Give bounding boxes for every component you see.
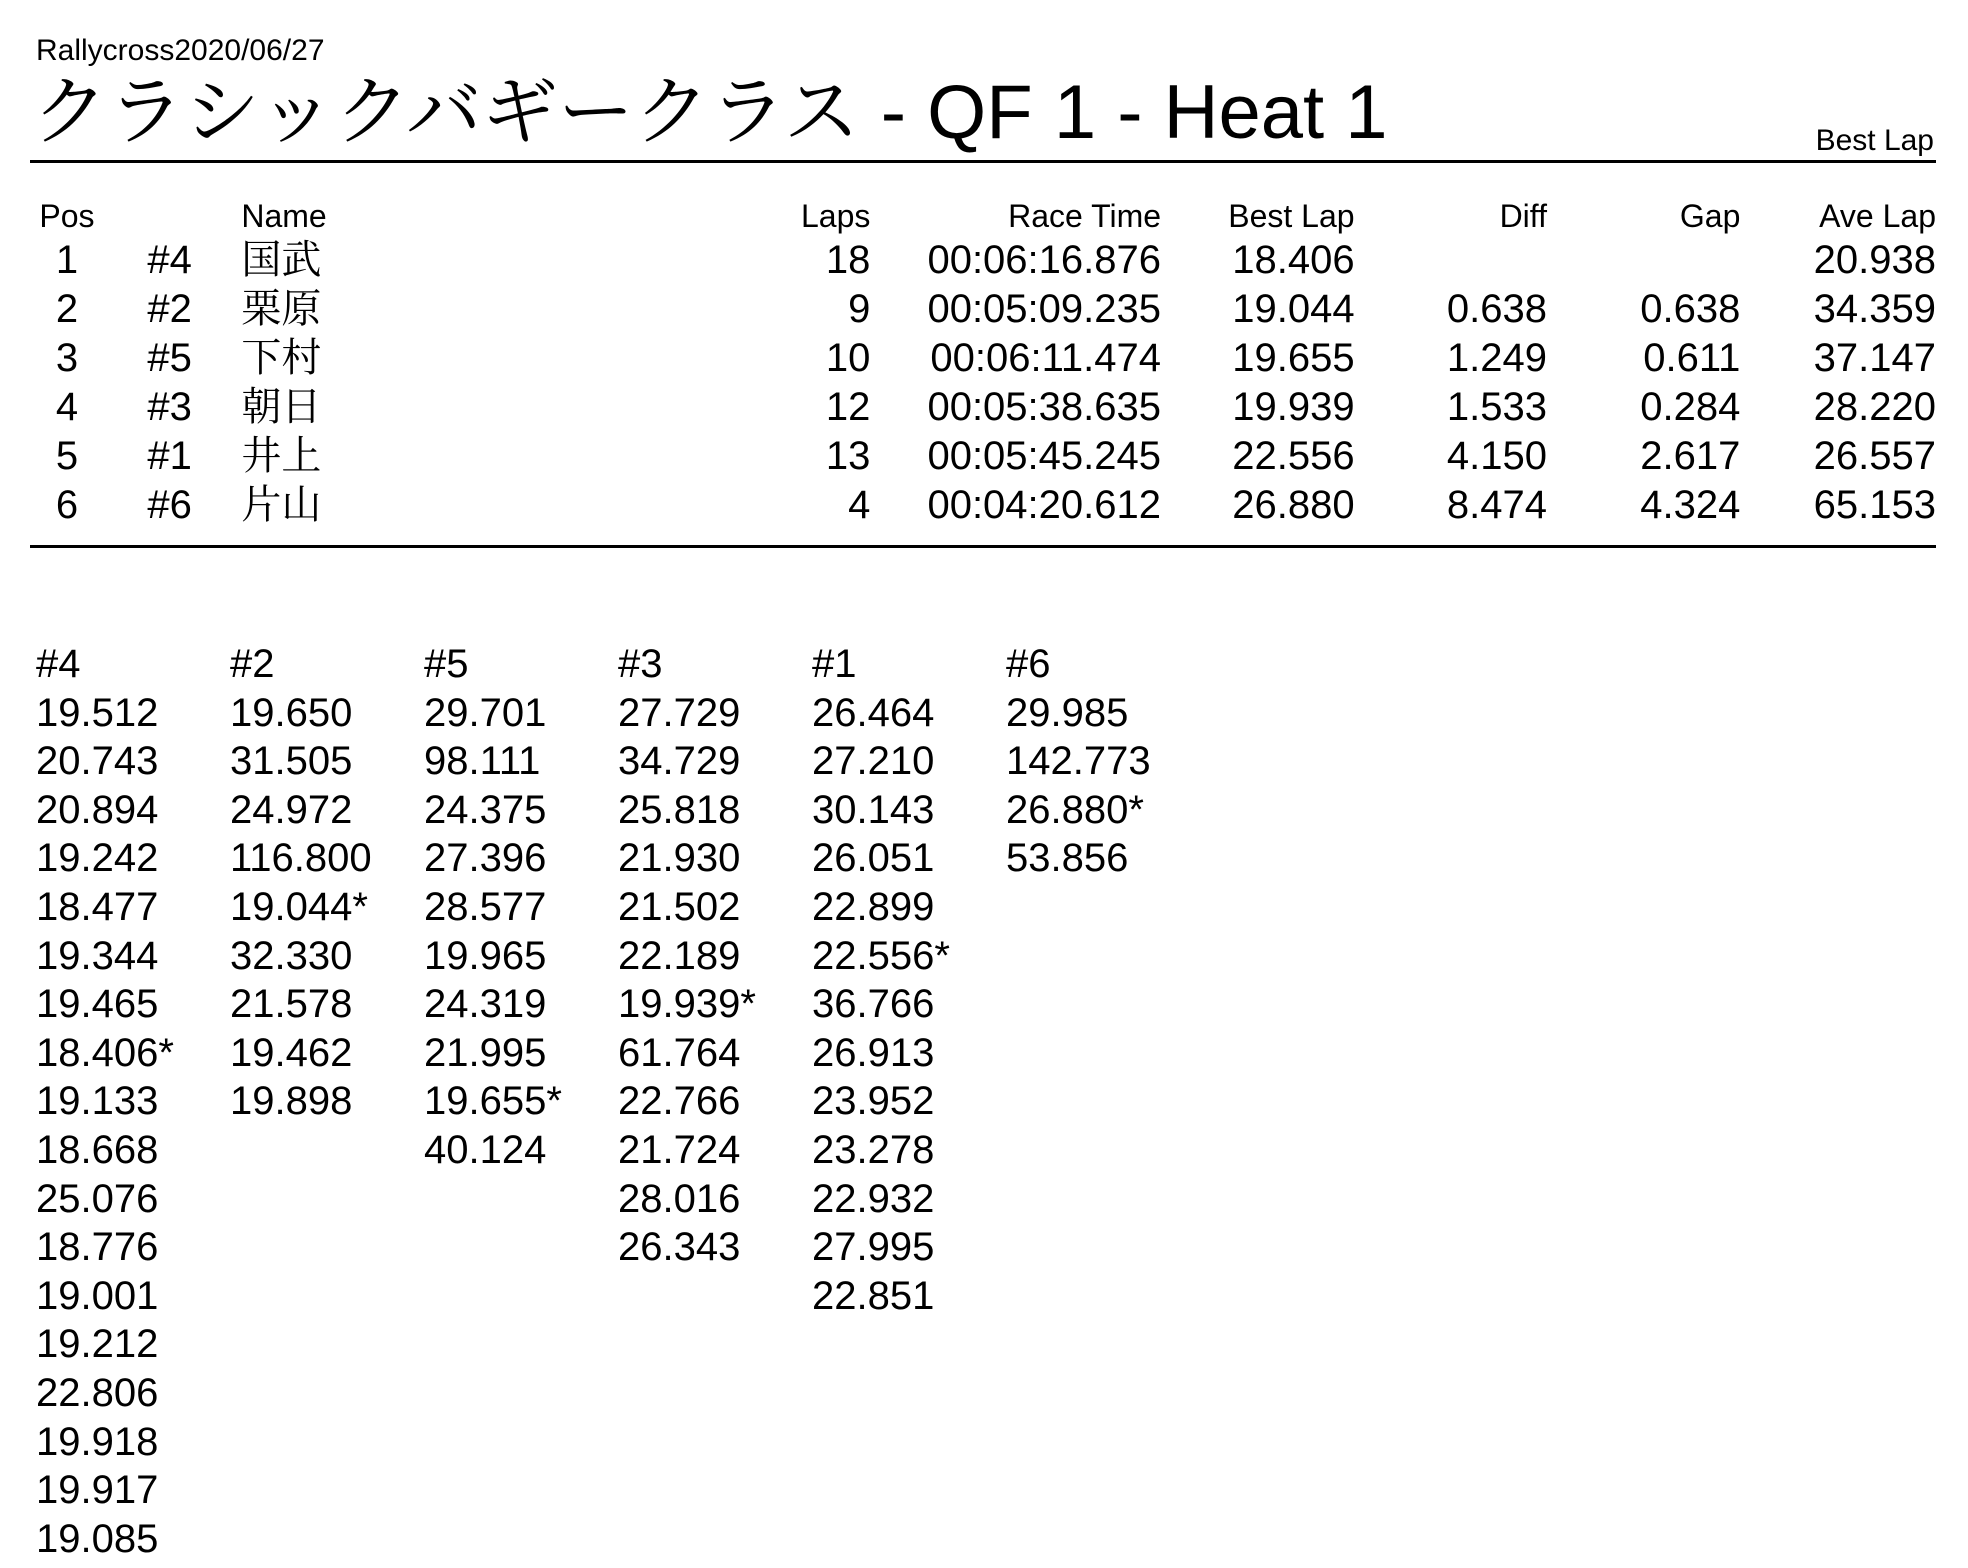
lap-time: 18.477: [36, 884, 159, 929]
lap-time: 19.898: [230, 1079, 353, 1124]
lap-time: 22.851: [812, 1273, 935, 1318]
cell-diff: [1355, 236, 1547, 285]
table-row: [30, 432, 1936, 481]
results-header-row: [30, 196, 1936, 236]
bottom-divider: [30, 545, 1936, 548]
cell-best-lap: 19.655: [1232, 336, 1355, 380]
cell-best-lap: 26.880: [1232, 483, 1355, 527]
cell-car-number: #5: [147, 336, 192, 380]
lap-time: 21.995: [424, 1030, 547, 1075]
lap-time: 26.880*: [1006, 787, 1144, 832]
lap-time: 24.375: [424, 787, 547, 832]
cell-driver-name: 下村: [241, 336, 322, 380]
col-header-ave-lap: Ave Lap: [1819, 198, 1936, 234]
cell-race-time: 00:06:16.876: [927, 238, 1162, 282]
lap-time: 27.729: [618, 690, 741, 735]
lap-time: 18.406*: [36, 1030, 174, 1075]
lap-time: 98.111: [424, 739, 541, 784]
lap-column-header: #1: [812, 642, 857, 686]
cell-pos: 5: [55, 434, 79, 478]
lap-time: 19.965: [424, 933, 547, 978]
cell-gap: 0.611: [1643, 336, 1741, 380]
cell-pos: 3: [55, 336, 79, 380]
lap-time: 30.143: [812, 787, 935, 832]
cell-driver-name: 朝日: [241, 385, 322, 429]
cell-gap: 4.324: [1640, 483, 1741, 527]
table-row: [30, 285, 1936, 334]
best-lap-caption: Best Lap: [1815, 124, 1934, 157]
lap-time: 28.016: [618, 1176, 741, 1221]
lap-time: 22.556*: [812, 933, 950, 978]
cell-diff: 1.533: [1446, 385, 1547, 429]
lap-time: 36.766: [812, 982, 935, 1027]
cell-race-time: 00:05:09.235: [927, 287, 1162, 331]
lap-time: 19.212: [36, 1322, 159, 1367]
lap-time: 22.899: [812, 884, 935, 929]
cell-gap: 0.284: [1640, 385, 1741, 429]
lap-time: 21.502: [618, 884, 741, 929]
lap-time: 21.724: [618, 1127, 741, 1172]
lap-column-header: #3: [618, 642, 663, 686]
cell-gap: [1547, 236, 1740, 285]
lap-column-header: #2: [230, 642, 275, 686]
table-row: [30, 334, 1936, 383]
cell-diff: 0.638: [1446, 287, 1547, 331]
lap-time: 19.085: [36, 1516, 159, 1561]
lap-time: 20.894: [36, 787, 159, 832]
table-row: [30, 236, 1936, 285]
lap-column-header: #6: [1006, 642, 1051, 686]
lap-time: 25.076: [36, 1176, 159, 1221]
cell-ave-lap: 37.147: [1813, 336, 1936, 380]
cell-pos: 6: [55, 483, 79, 527]
col-header-best-lap: Best Lap: [1228, 198, 1355, 234]
lap-time: 19.242: [36, 836, 159, 881]
lap-time: 22.932: [812, 1176, 935, 1221]
lap-time: 32.330: [230, 933, 353, 978]
lap-time: 19.001: [36, 1273, 159, 1318]
lap-time: 61.764: [618, 1030, 741, 1075]
lap-time: 116.800: [230, 836, 372, 881]
cell-best-lap: 19.044: [1232, 287, 1355, 331]
lap-time: 53.856: [1006, 836, 1129, 881]
cell-pos: 1: [55, 238, 79, 282]
lap-time: 34.729: [618, 739, 741, 784]
cell-ave-lap: 34.359: [1813, 287, 1936, 331]
lap-time: 22.189: [618, 933, 741, 978]
lap-column: [812, 640, 1002, 1320]
cell-car-number: #2: [147, 287, 192, 331]
lap-time: 29.701: [424, 690, 547, 735]
lap-time: 40.124: [424, 1127, 547, 1172]
lap-time: 22.806: [36, 1370, 159, 1415]
lap-column: [36, 640, 226, 1563]
cell-ave-lap: 20.938: [1813, 238, 1936, 282]
lap-time: 18.668: [36, 1127, 159, 1172]
lap-time: 19.650: [230, 690, 353, 735]
results-table: [30, 196, 1936, 530]
lap-time: 27.210: [812, 739, 935, 784]
lap-column-header: #5: [424, 642, 469, 686]
col-header-race-time: Race Time: [1008, 198, 1162, 234]
lap-time: 26.913: [812, 1030, 935, 1075]
cell-laps: 4: [848, 483, 871, 527]
lap-column: [1006, 640, 1196, 883]
cell-ave-lap: 65.153: [1813, 483, 1936, 527]
lap-column: [424, 640, 614, 1175]
cell-driver-name: 栗原: [241, 287, 322, 331]
col-header-car: [104, 196, 235, 236]
cell-ave-lap: 26.557: [1813, 434, 1936, 478]
lap-time: 29.985: [1006, 690, 1129, 735]
cell-car-number: #1: [147, 434, 192, 478]
cell-car-number: #6: [147, 483, 192, 527]
cell-best-lap: 22.556: [1232, 434, 1355, 478]
cell-driver-name: 国武: [241, 238, 322, 282]
cell-car-number: #3: [147, 385, 192, 429]
top-divider: [30, 160, 1936, 163]
col-header-diff: Diff: [1499, 198, 1547, 234]
lap-time: 23.278: [812, 1127, 935, 1172]
cell-pos: 2: [55, 287, 79, 331]
lap-time: 142.773: [1006, 739, 1151, 784]
lap-time: 21.930: [618, 836, 741, 881]
cell-laps: 18: [825, 238, 871, 282]
lap-time: 26.343: [618, 1225, 741, 1270]
lap-time: 19.917: [36, 1468, 159, 1513]
lap-column: [618, 640, 808, 1272]
lap-time: 20.743: [36, 739, 159, 784]
cell-laps: 9: [848, 287, 871, 331]
lap-time: 31.505: [230, 739, 353, 784]
page-title: クラシックバギークラス - QF 1 - Heat 1: [32, 70, 1388, 155]
lap-column: [230, 640, 420, 1126]
cell-car-number: #4: [147, 238, 192, 282]
lap-time: 19.939*: [618, 982, 756, 1027]
lap-time: 26.051: [812, 836, 935, 881]
lap-time: 19.133: [36, 1079, 159, 1124]
lap-time: 19.465: [36, 982, 159, 1027]
cell-laps: 12: [825, 385, 871, 429]
cell-pos: 4: [55, 385, 79, 429]
col-header-pos: Pos: [39, 198, 95, 234]
cell-diff: 8.474: [1446, 483, 1547, 527]
cell-race-time: 00:05:45.245: [927, 434, 1162, 478]
cell-diff: 1.249: [1446, 336, 1547, 380]
lap-time: 24.972: [230, 787, 353, 832]
lap-time: 26.464: [812, 690, 935, 735]
table-row: [30, 481, 1936, 530]
cell-race-time: 00:06:11.474: [930, 336, 1162, 380]
cell-driver-name: 井上: [241, 434, 322, 478]
lap-time: 19.655*: [424, 1079, 562, 1124]
cell-laps: 13: [825, 434, 871, 478]
lap-time: 27.995: [812, 1225, 935, 1270]
lap-column-header: #4: [36, 642, 81, 686]
table-row: [30, 383, 1936, 432]
lap-time: 19.044*: [230, 884, 368, 929]
event-date: Rallycross2020/06/27: [36, 34, 325, 67]
cell-best-lap: 18.406: [1232, 238, 1355, 282]
cell-race-time: 00:05:38.635: [927, 385, 1162, 429]
lap-time: 25.818: [618, 787, 741, 832]
lap-time: 24.319: [424, 982, 547, 1027]
lap-time: 21.578: [230, 982, 353, 1027]
cell-best-lap: 19.939: [1232, 385, 1355, 429]
lap-time: 18.776: [36, 1225, 159, 1270]
cell-diff: 4.150: [1446, 434, 1547, 478]
lap-time: 22.766: [618, 1079, 741, 1124]
cell-laps: 10: [825, 336, 871, 380]
lap-time: 28.577: [424, 884, 547, 929]
lap-time: 19.344: [36, 933, 159, 978]
cell-driver-name: 片山: [241, 483, 322, 527]
col-header-name: Name: [241, 198, 327, 234]
col-header-laps: Laps: [800, 198, 871, 234]
lap-time: 19.918: [36, 1419, 159, 1464]
lap-time: 19.512: [36, 690, 159, 735]
cell-race-time: 00:04:20.612: [927, 483, 1162, 527]
col-header-gap: Gap: [1679, 198, 1741, 234]
lap-time: 27.396: [424, 836, 547, 881]
cell-gap: 2.617: [1640, 434, 1741, 478]
cell-ave-lap: 28.220: [1813, 385, 1936, 429]
lap-time: 23.952: [812, 1079, 935, 1124]
lap-time: 19.462: [230, 1030, 353, 1075]
cell-gap: 0.638: [1640, 287, 1741, 331]
